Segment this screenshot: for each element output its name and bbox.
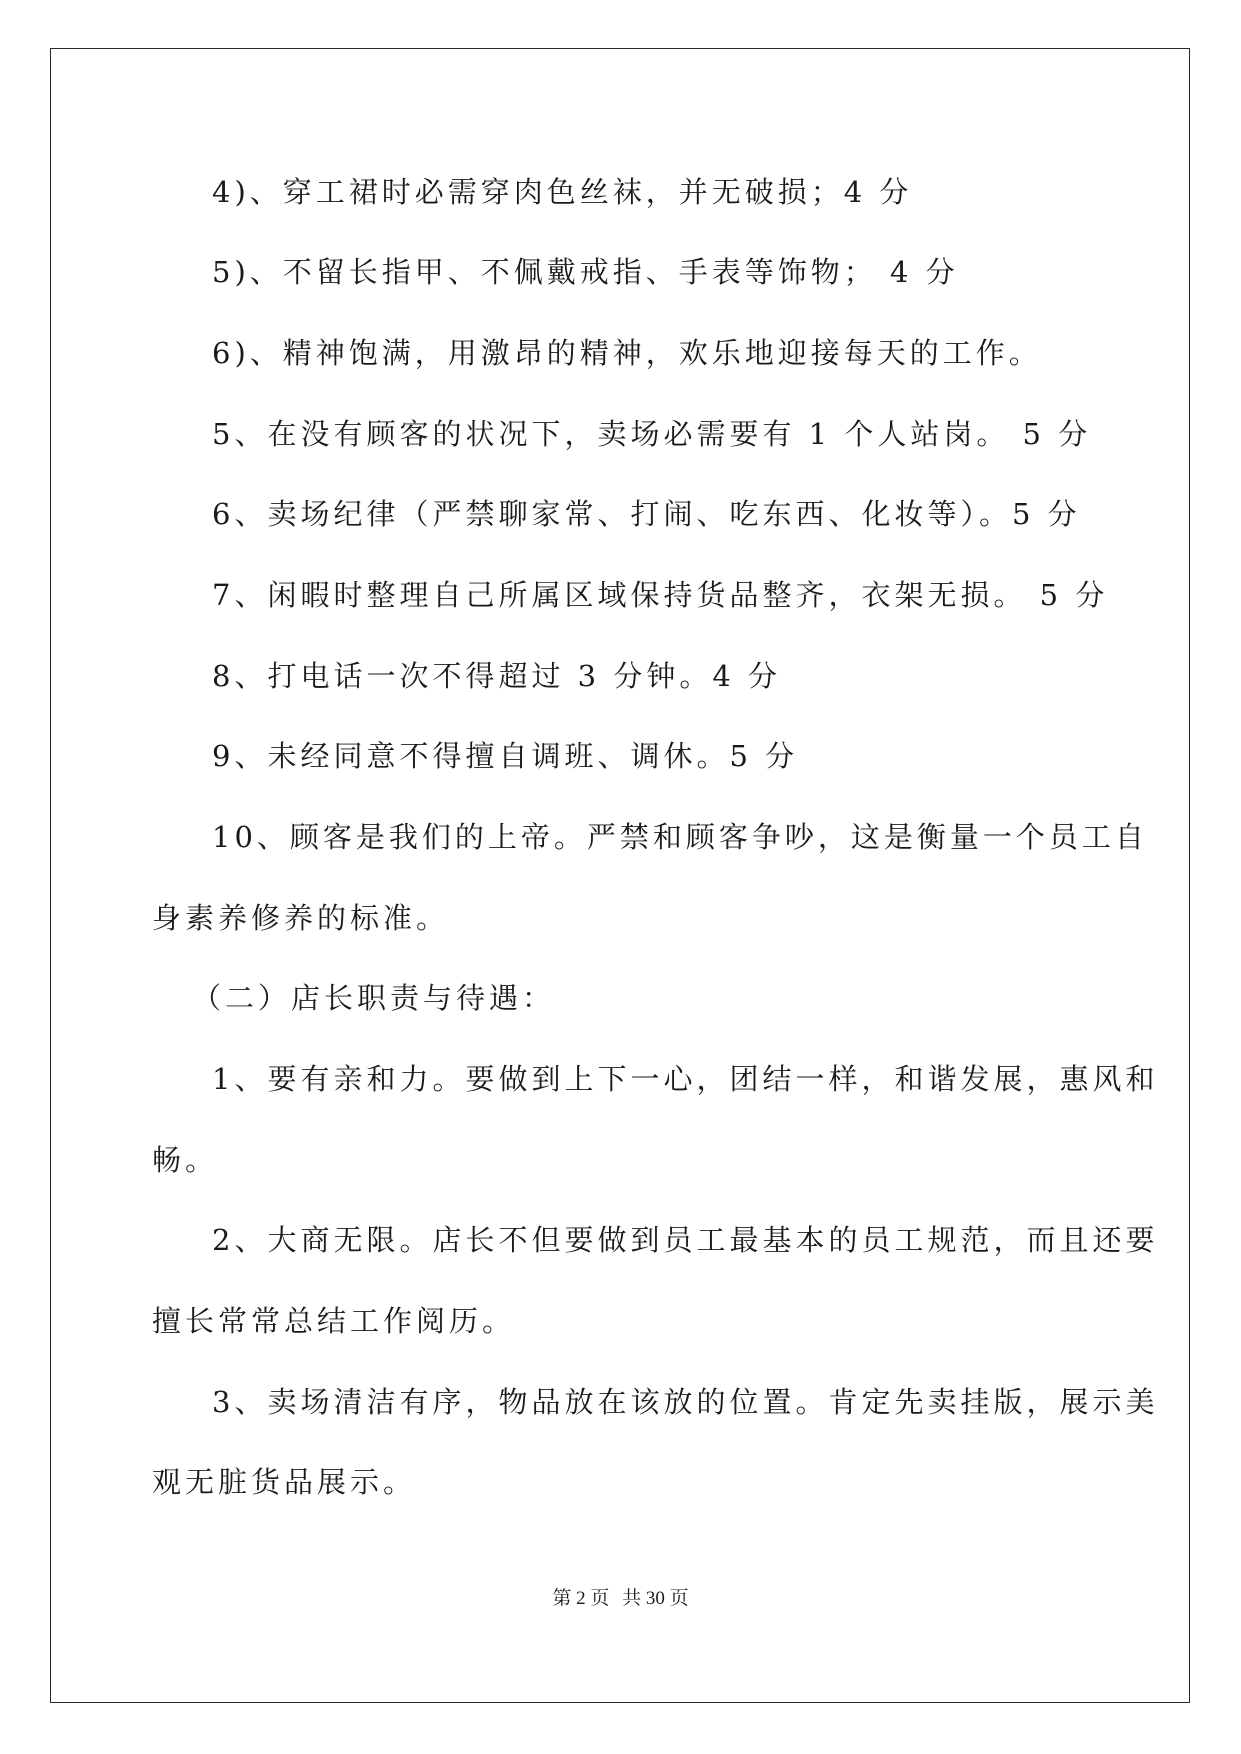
page-footer (0, 1583, 1241, 1610)
text-line: 6、卖场纪律（严禁聊家常、打闹、吃东西、化妆等）。5 分 (212, 497, 1081, 531)
text-line: 观无脏货品展示。 (152, 1465, 417, 1499)
text-line: 畅。 (152, 1143, 219, 1177)
text-line: 3、卖场清洁有序，物品放在该放的位置。肯定先卖挂版，展示美 (212, 1385, 1159, 1419)
text-line: 7、闲暇时整理自己所属区域保持货品整齐，衣架无损。 5 分 (212, 578, 1109, 612)
page-total: 共 30 页 (622, 1588, 689, 1609)
text-line: 5)、不留长指甲、不佩戴戒指、手表等饰物； 4 分 (212, 255, 959, 289)
text-line: 4)、穿工裙时必需穿肉色丝袜，并无破损；4 分 (212, 175, 913, 209)
text-line: 5、在没有顾客的状况下，卖场必需要有 1 个人站岗。 5 分 (212, 417, 1092, 451)
text-line: 8、打电话一次不得超过 3 分钟。4 分 (212, 659, 782, 693)
text-line: 擅长常常总结工作阅历。 (152, 1304, 516, 1338)
text-line: 9、未经同意不得擅自调班、调休。5 分 (212, 739, 799, 773)
text-line: 身素养修养的标准。 (152, 901, 450, 935)
text-line: 10、顾客是我们的上帝。严禁和顾客争吵，这是衡量一个员工自 (212, 820, 1148, 854)
page-border (50, 48, 1190, 1703)
page-number: 第 2 页 (552, 1588, 610, 1609)
text-line: 1、要有亲和力。要做到上下一心，团结一样，和谐发展，惠风和 (212, 1062, 1159, 1096)
text-line: 2、大商无限。店长不但要做到员工最基本的员工规范，而且还要 (212, 1223, 1159, 1257)
text-line: 6)、精神饱满，用激昂的精神，欢乐地迎接每天的工作。 (212, 336, 1042, 370)
section-heading: （二）店长职责与待遇： (192, 981, 556, 1015)
